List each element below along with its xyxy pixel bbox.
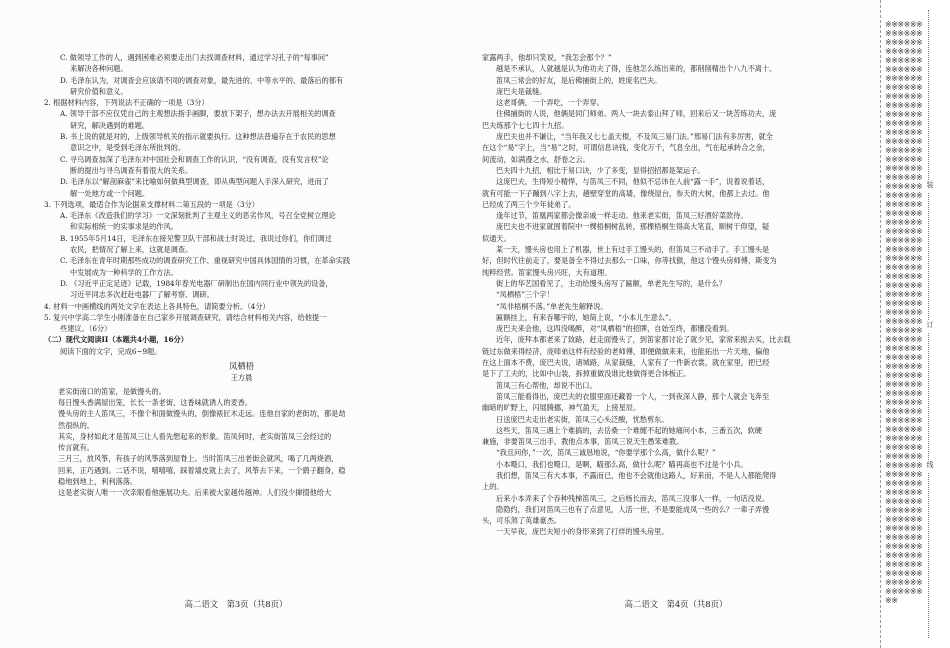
text-line: 研究，解决遇到的难题。 [70, 120, 150, 130]
text-line: 日送庞巴夫走出老实街，笛凤三心头泛酸，忧愁剪东。 [496, 414, 669, 424]
text-line: A. 领导干部不应仅凭自己的主观想法指手画脚，要放下架子，想办法去开展相关的调查 [60, 109, 336, 119]
text-line: 在这个“易”字上，当“易”之时，可谓信息诀钱，变化万千，气息全出，气在起承转合之余， [482, 143, 770, 153]
text-line: 庞巴夫也并不谦让，“当年我又七七盖天棍，不及凤三易门法。”邢易门法有多厉害，就全 [496, 132, 773, 142]
text-line: 幽暗的旷野上，闪展腾挪，神气盈天，上接星辰。 [482, 403, 641, 413]
text-line: 这些天，笛凤三遇上个难搞的，去岳桑一个难缠不起的她痛问小本，三番五次，软硬 [496, 425, 762, 435]
text-line: 间流动，如满漫之水，舒卷之云。 [482, 154, 590, 164]
text-line: D. 毛泽东以“解剖麻雀”来比喻如何做典型调查，即从典型问题入手深入研究，进而了 [60, 177, 329, 187]
text-line: 中发展成为一种科学的工作方法。 [70, 267, 178, 277]
text-line: 馒头房的主人笛凤三，不像个和面做馒头的，倒像裱匠木走远。连他自家的老街坊，都是劫 [58, 409, 346, 419]
text-line: 回来，正巧遇到。二话不说，嘻嘻嘻，踩着墙皮就上去了，风筝去下来，一个鹞子翻身，稳 [58, 465, 346, 475]
text-line: 一天早夜，庞巴夫短小的身形来到了打烊的馒头房里。 [496, 527, 669, 537]
text-line: 家露两手，他却只笑说，“我怎会那个？” [482, 53, 612, 62]
text-line: 头，可乐煞了英雄豪杰。 [482, 516, 562, 526]
text-line: 3. 下列选项，最适合作为论据来支撑材料二第五段的一项是（3分） [44, 199, 259, 209]
text-line: 三月三，放风筝，有孩子的风筝落到屋脊上。当时笛凤三出老街会就风，喝了几两烧酒， [58, 454, 339, 464]
text-line: 和实际相统一的实事求是的作风。 [70, 222, 178, 232]
text-line: 这是老实街人唯一一次亲眼看他施展功夫。后来被大家越传越神。人们没少撺掇他给大 [58, 488, 332, 498]
text-line: 传言就有。 [58, 443, 94, 453]
questions-block [44, 52, 439, 357]
text-line: 好，但时代往前走了，要是备全不得过去那么一口味，你等找猴，他这个馒头房师傅，斯变为 [482, 256, 777, 266]
text-line: 这老哥俩，一个弄吃，一个弄穿。 [496, 98, 604, 108]
text-line: 兼施，非要笛凤三出手，教他点本事，笛凤三说天生愚笨难教。 [482, 437, 684, 447]
text-line: （二）现代文阅读II（本题共4小题，16分） [44, 335, 188, 345]
passage-author: 王方晨 [230, 373, 253, 383]
text-line: 匾额挂上，有来吞哪宇的，她简上说，“小本儿生意么”。 [496, 312, 676, 322]
text-line: 近年，庞拜本都老来了致路，赶走面馒头了，到笛家都讨论了就少见，家常来振去买，比去载 [496, 335, 791, 345]
page-3-column [44, 52, 439, 499]
exam-page-4 [472, 0, 880, 648]
text-line: 其实，身材如此才是笛凤三让人看先想起来的形象。笛凤何时，老实街笛凤三会经过的 [58, 431, 332, 441]
story-continuation-block [482, 52, 872, 538]
text-line: 解一处地方或一个问题。 [70, 188, 150, 198]
text-line: 老实街南口的笛家，是做馒头的。 [58, 386, 166, 396]
text-line: 街上的华艺国看见了，主动给馒头房写了匾额，单老先生写的，是什么？ [496, 278, 727, 288]
text-line: 阅读下面的文字，完成6~9题。 [60, 346, 162, 356]
text-line: 庞巴夫来会他，这四没喝醉，对“凤栖梧”的招牌，自始至终，都懂没看到。 [496, 324, 734, 334]
text-line: C. 做领导工作的人，遇到困难必须要走出门去找调查材料，通过学习孔子的“每事问” [60, 53, 329, 62]
text-line: C. 寻乌调查加深了毛泽东对中国社会和调查工作的认识，“没有调查，没有发言权”论 [60, 154, 329, 164]
text-line: 5. 复兴中学高二学生小刚准备在自己家乡开展调查研究，请结合材料相关内容，给他提一 [44, 312, 327, 322]
text-line: 些建议。（6分） [60, 324, 112, 334]
text-line: 农民，把情况了解上来，这就是调查。 [70, 245, 193, 255]
text-line: 笛凤三有心帮他，却说不出口。 [496, 380, 597, 390]
text-line: 我们想，笛凤三有大本事，不露而已，他也不会就他这路人，好来而，不是人人都能爬得 [496, 470, 777, 480]
text-line: D. 毛泽东认为，对调查会应该请不同的调查对象，最先进的、中等水平的、最落后的都有 [60, 75, 344, 85]
text-line: 住佛捕街的人说，他俩是同门师弟。两人一块去泰山拜了师，回来后又一块苦练功夫，庞 [496, 109, 777, 119]
text-line: 4. 材料一中画横线的两处文字在表达上各具特色，请简要分析。（4分） [44, 301, 270, 311]
text-line: 隐隐约，我们对笛凤三也有了点意见，人活一世，不是要能成凤一些的么？一辈子弄馒 [496, 504, 770, 514]
binding-label-xian: 线 [925, 460, 935, 472]
text-line: C. 毛泽东在青年时期那些成功的调查研究工作、重视研究中国具体国情的习惯，在革命实践 [60, 256, 351, 266]
text-line: 巴夫练那个七七四十九招。 [482, 120, 569, 130]
text-line: B. 书上说的就是对的，上级领导机关的指示就要执行。这种想法普遍存在于农民的思想 [60, 132, 336, 142]
text-line: 在这上面本不费，庞巴夫说，诸城路，从家裁缝，人家有了一件新衣裳，就在家里，把已经 [482, 358, 770, 368]
page-4-column [482, 52, 872, 538]
text-line: 研究价值和意义。 [70, 86, 128, 96]
text-line: 每日馒头香满屋出笼，长长一条老街，这香味就诱人的麦香。 [58, 397, 253, 407]
text-line: 似通天。 [482, 233, 511, 243]
text-line: 笛凤三能看得出，庞巴夫的衣服里面还藏着一个人，一到夜深人静，那个人就会飞奔至 [496, 391, 770, 401]
text-line: “凤栖梧”三个字！ [496, 290, 554, 300]
text-line: “我且问你，”一次，笛凤三诚恳地说，“你要学那个么高，做什么呢？” [496, 448, 716, 458]
text-line: 2. 根据材料内容，下列说法不正确的一项是（3分） [44, 98, 209, 108]
page-4-footer: 高二语文 第4页（共8页） [624, 599, 728, 609]
text-line: 逢年过节，笛凰两家都会像亲戚一样走动。他来老实街，笛凤三好酒好菜款待。 [496, 211, 748, 221]
text-line: B. 1955年5月14日，毛泽东在接见警卫队干部和战士时说过，我说过你们，你们调过 [60, 233, 332, 243]
page-3-footer: 高二语文 第3页（共8页） [184, 599, 288, 609]
text-line: D. 《习近平正定足迹》记载，1984年春光电器厂研制出在国内同行业中领先的设备， [60, 278, 333, 288]
text-line: 就有可能一下子蹦到八字上去，趟壁穿堂的高墙，像绕屋台，参天的大树，他都上去过。他 [482, 188, 770, 198]
text-line: 稳地到地上，利利落落。 [58, 476, 138, 486]
text-line: 巴夫四十九招，相比于易口诀，少了多变，显得招招都是架运子。 [496, 165, 705, 175]
text-line: 意识之中，是受到毛泽东所批判的。 [70, 143, 186, 153]
text-line: 断的提出与寻乌调查有着很大的关系。 [70, 165, 193, 175]
text-line: 来解决各种问题。 [70, 64, 128, 74]
binding-margin [880, 0, 950, 648]
text-line: 上的。 [482, 482, 504, 492]
text-line: 这庞巴夫，生得短小精悍，与笛凤三不同，他似不忌讳在人前“露一手”，说着说着话， [496, 177, 770, 187]
text-line: 链过东做来得经济，庞师弟这样有经验的老师傅，即便做做来来，也能拓出一片天地，偏他 [482, 346, 770, 356]
text-line: 习近平同志多次赶赴电器厂了解考察、调研。 [70, 290, 214, 300]
story-block [44, 386, 439, 499]
text-line: 纯粹经营。笛家馒头房兴旺，大有道理。 [482, 267, 612, 277]
text-line: 笛凤三常会的好友，是后佛捕街上的，姓庞名巴夫。 [496, 75, 662, 85]
binding-label-ding: 订 [925, 320, 935, 332]
text-line: 越是不承认，人就越是认为他功夫了得，连他怎么练出来的，都削削精出个八九不离十。 [496, 64, 777, 74]
binding-label-zhuang: 装 [925, 180, 935, 192]
text-line: 小本嗫口，我们也嗫口，是啊，瞄那么高，做什么呢？瞄再高也不过是个小兵。 [496, 459, 748, 469]
text-line: “凤非梧桐不落。”单老先生解释说。 [496, 301, 608, 311]
text-line: A. 毛泽东《改造我们的学习》一文深刻批判了主观主义的恶劣作风，号召全党树立理论 [60, 211, 336, 221]
text-line: 是下了工夫的，比如中山装，拆掉重做没谁比他做得更合体板正。 [482, 369, 691, 379]
text-line: 然很纵的。 [58, 420, 94, 430]
text-line: 庞巴夫是裁缝。 [496, 86, 547, 96]
exam-page-3 [0, 0, 472, 648]
passage-title: 凤栖梧 [228, 361, 255, 372]
text-line: 已经成了两三个少年徒弟了。 [482, 199, 576, 209]
text-line: 庞巴夫也不进家就围着院中一棵梧桐树乱转，那棵梧桐生得高大笔直，顺树干仰望，疑 [496, 222, 770, 232]
text-line: 某一天，馒头房也用上了机器，世上有过手工馒头的，但笛凤三不动手了。手工馒头是 [496, 245, 770, 255]
text-line: 后来小本弄来了个吞种残梯笛凤三，之后杨长而去，笛凤三没事人一样，一句话没说。 [496, 493, 770, 503]
binding-pattern: ※※※※※※※※※※※※※※※※※※※※※※※※※※※※※※※※※※※※※※※※※※※※※※※※※※※※※※※※※※※※※※※※※※※※※※※※※※※※※※※※※※※※※※※※※※※※※※※※※※※※※※※※※※※※※※※※※※※※※※※※※※※※※※※※※※※※※※※※※※※※※※※※※※※※※※※※※※※※※※※※※※※※※※※※※※※※※※※※※※※※※※※※※※※※※※※※※※※※※※※※※※※※※※※※※※※※※※※※※※※※※※※※※※※※※※※※※※※※※※※※※※※※※※※※※※※※※※※※※※※※※※※※※※※※※※※※※※※※※※※※※※※※※※※※※※※※※※※※※※※※※※※※※※※※※※※※※※※※※※※※※※※※※※※※※※※※※※※※※※※※※※※※※※※※※※※※※※※※※※※※※※※※※※※※※※※※※※※※※※※※※※※※※※ [885, 20, 923, 605]
